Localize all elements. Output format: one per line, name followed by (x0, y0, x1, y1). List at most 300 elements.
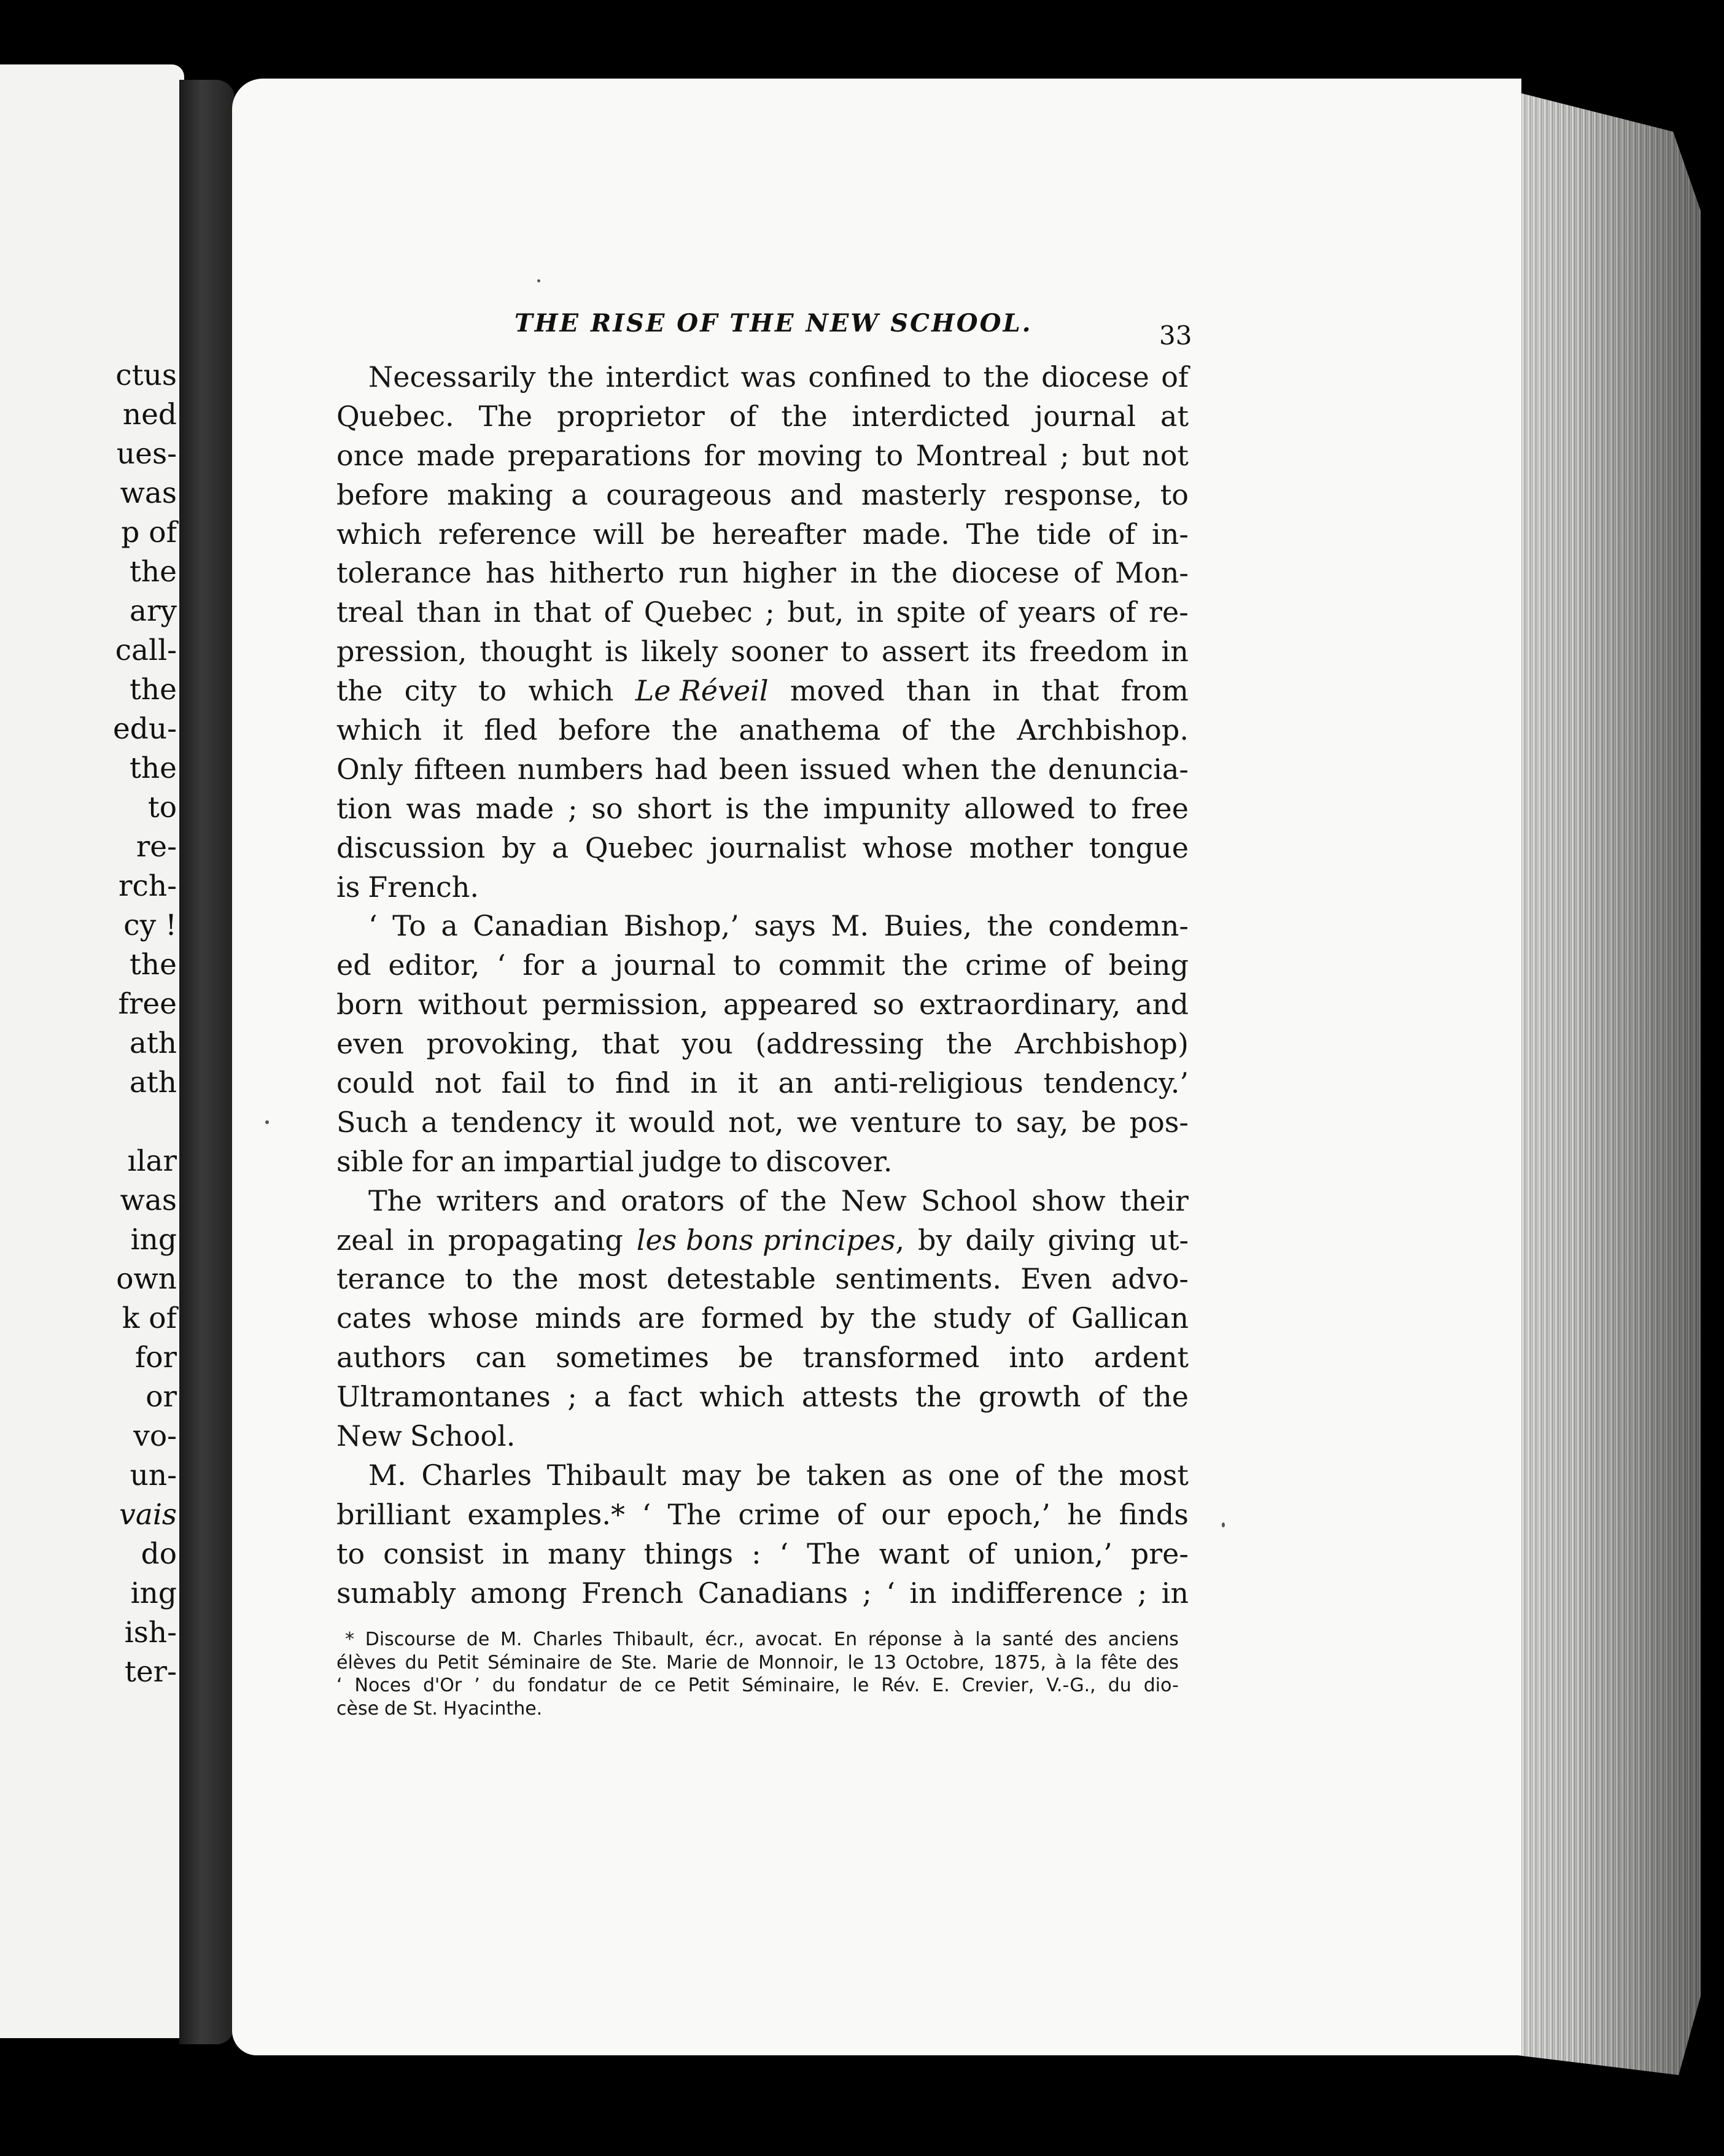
word: fled (484, 713, 538, 747)
word: Canadian (473, 909, 609, 943)
word: when (902, 752, 980, 786)
word: in (502, 1537, 529, 1570)
speck-mark (265, 1120, 269, 1124)
word: of (901, 713, 929, 747)
word: discussion (336, 831, 486, 864)
left-page (0, 64, 184, 2038)
word: du (492, 1675, 516, 1696)
word: ‘ (368, 909, 378, 943)
word: is (336, 870, 360, 904)
word: tongue (1089, 831, 1189, 864)
word: to (1089, 791, 1117, 825)
word: re- (1149, 595, 1189, 629)
word: of (1015, 1458, 1043, 1492)
word: impartial (503, 1144, 634, 1178)
word: Ste. (621, 1651, 658, 1673)
word: Noces (354, 1675, 411, 1696)
word: Only (336, 752, 403, 786)
word: Monnoir, (758, 1651, 839, 1673)
text-line (336, 358, 1189, 397)
word: : (751, 1537, 761, 1570)
word: a (441, 909, 458, 943)
word: ‘ (779, 1537, 789, 1570)
word: les bons principes, (636, 1223, 905, 1257)
word: so (591, 791, 623, 825)
word: journal (1034, 399, 1136, 433)
word: the (891, 556, 938, 590)
word: ardent (1093, 1341, 1189, 1375)
word: mother (969, 831, 1073, 864)
word: of (837, 1497, 864, 1531)
word: Such (336, 1105, 408, 1139)
word: formed (701, 1301, 804, 1335)
word: commit (778, 948, 885, 982)
word: so (872, 988, 904, 1022)
word: St. (413, 1697, 438, 1720)
page-number: 33 (1159, 320, 1192, 351)
word: The (966, 517, 1020, 551)
word: interdicted (852, 399, 1010, 433)
word: fête (1100, 1651, 1138, 1673)
word: years (1019, 595, 1097, 629)
word: the (949, 713, 996, 747)
left-page-fragment: or (146, 1380, 177, 1414)
word: le (847, 1651, 864, 1673)
word: will (592, 517, 645, 551)
text-line (336, 672, 1189, 711)
word: 13 (872, 1651, 897, 1673)
word: fondatur (527, 1675, 607, 1696)
word: is (725, 791, 750, 825)
word: anathema (739, 713, 881, 747)
word: and (1135, 988, 1189, 1022)
text-line (336, 1456, 1189, 1495)
word: The (667, 1497, 721, 1531)
word: de (466, 1629, 490, 1650)
word: la (1075, 1651, 1092, 1673)
word: the (780, 1184, 827, 1217)
word: freedom (1029, 635, 1149, 669)
word: to (840, 635, 869, 669)
word: pos- (1129, 1105, 1189, 1139)
word: santé (1002, 1629, 1054, 1650)
word: dio- (1143, 1675, 1179, 1696)
word: sentiments. (835, 1262, 1001, 1296)
footnote-line (336, 1628, 1179, 1651)
word: made (475, 791, 554, 825)
text-line (336, 711, 1189, 750)
word: pression, (336, 635, 467, 669)
word: detestable (666, 1262, 816, 1296)
word: of (968, 1537, 996, 1570)
word: of (1064, 948, 1092, 982)
word: to (974, 1105, 1003, 1139)
text-line (336, 476, 1189, 515)
word: giving (1047, 1223, 1136, 1257)
word: into (1009, 1341, 1065, 1375)
word: ; (1137, 1576, 1147, 1610)
left-page-fragment: vais (119, 1498, 177, 1532)
word: editor, (388, 948, 480, 982)
word: to (874, 438, 904, 472)
word: ; (765, 595, 775, 629)
word: élèves (336, 1651, 397, 1673)
word: growth (978, 1380, 1081, 1414)
word: by (917, 1223, 952, 1257)
word: de (619, 1675, 642, 1696)
word: its (981, 635, 1017, 669)
word: you (681, 1027, 733, 1061)
word: confined (808, 360, 931, 394)
word: ce (654, 1675, 676, 1696)
word: Séminaire, (742, 1675, 841, 1696)
word: tion (336, 791, 392, 825)
word: want (879, 1537, 950, 1570)
text-line (336, 946, 1189, 985)
word: finds (1119, 1497, 1189, 1531)
word: an (778, 1066, 813, 1100)
word: making (447, 478, 553, 511)
word: tide (1036, 517, 1092, 551)
word: the (946, 1027, 993, 1061)
left-page-fragment: p of (121, 516, 177, 549)
word: not (1142, 438, 1189, 472)
word: à (953, 1629, 965, 1650)
text-line (336, 1025, 1189, 1064)
word: we (796, 1105, 838, 1139)
word: of (1027, 1301, 1055, 1335)
text-line (336, 1103, 1189, 1142)
word: denuncia- (1047, 752, 1189, 786)
word: in (992, 674, 1020, 708)
word: masterly (861, 478, 986, 511)
word: the (547, 360, 594, 394)
word: to (729, 1144, 758, 1178)
word: our (881, 1497, 930, 1531)
word: which (336, 713, 422, 747)
word: V.-G., (1046, 1675, 1096, 1696)
word: be (1081, 1105, 1117, 1139)
left-page-fragment: ing (130, 1576, 177, 1610)
word: whose (428, 1301, 519, 1335)
left-page-fragment: was (120, 476, 177, 510)
word: treal (336, 595, 404, 629)
word: which (528, 674, 614, 708)
text-line (336, 632, 1189, 672)
word: born (336, 988, 403, 1022)
word: The (368, 1184, 422, 1217)
word: of (604, 595, 632, 629)
footnote-line (336, 1697, 1179, 1721)
word: of (739, 1184, 767, 1217)
word: before (336, 478, 429, 511)
word: by (820, 1301, 855, 1335)
word: say, (1015, 1105, 1069, 1139)
word: a (594, 1380, 611, 1414)
word: Quebec (643, 595, 753, 629)
body-text (336, 358, 1189, 1613)
word: he (1067, 1497, 1103, 1531)
word: brilliant (336, 1497, 451, 1531)
word: tolerance (336, 556, 472, 590)
word: can (475, 1341, 527, 1375)
word: it (737, 1066, 758, 1100)
word: in (690, 1066, 718, 1100)
word: Petit (437, 1651, 479, 1673)
word: Rév. (881, 1675, 920, 1696)
word: spite (896, 595, 966, 629)
left-page-fragment: k of (122, 1301, 177, 1335)
word: To (392, 909, 426, 943)
word: ; (1060, 438, 1070, 472)
word: Marie (666, 1651, 718, 1673)
word: d'Or (422, 1675, 462, 1696)
word: be (661, 517, 696, 551)
word: of (1098, 1380, 1125, 1414)
word: taken (806, 1458, 887, 1492)
word: Crevier, (961, 1675, 1035, 1696)
word: in (850, 556, 877, 590)
word: that (602, 1027, 660, 1061)
text-line (336, 515, 1189, 554)
word: the (915, 1380, 962, 1414)
word: but (1082, 438, 1130, 472)
word: des (1064, 1629, 1097, 1650)
word: avocat. (755, 1629, 823, 1650)
word: and (790, 478, 844, 511)
word: was (740, 360, 796, 394)
word: of (1108, 595, 1136, 629)
word: réponse (868, 1629, 942, 1650)
word: most (1119, 1458, 1189, 1492)
word: be (756, 1458, 791, 1492)
word: à (1055, 1651, 1066, 1673)
word: Octobre, (905, 1651, 985, 1673)
word: but, (787, 595, 844, 629)
word: de (589, 1651, 613, 1673)
word: made (416, 438, 495, 472)
left-page-fragment: ned (122, 398, 177, 432)
word: Gallican (1071, 1301, 1189, 1335)
word: minds (535, 1301, 622, 1335)
word: free (1131, 791, 1189, 825)
left-page-fragment: ues- (116, 437, 177, 471)
text-line (336, 750, 1189, 789)
word: find (615, 1066, 670, 1100)
word: (addressing (755, 1027, 924, 1061)
footnote-line (336, 1674, 1179, 1697)
word: allowed (964, 791, 1075, 825)
word: which (699, 1380, 785, 1414)
word: has (485, 556, 535, 590)
speck-mark (537, 279, 540, 282)
word: of (1161, 360, 1189, 394)
left-page-fragment: free (118, 987, 177, 1021)
word: hereafter (712, 517, 846, 551)
word: propagating (448, 1223, 623, 1257)
word: crime (738, 1497, 820, 1531)
word: in (1161, 1576, 1189, 1610)
word: advo- (1111, 1262, 1189, 1296)
word: examples.* (467, 1497, 626, 1531)
word: for (522, 948, 564, 982)
text-line (336, 1299, 1189, 1338)
word: School. (410, 1419, 516, 1453)
word: sooner (731, 635, 828, 669)
word: be (738, 1341, 774, 1375)
word: Charles (421, 1458, 532, 1492)
word: epoch,’ (946, 1497, 1050, 1531)
text-line (336, 1064, 1189, 1103)
word: New (841, 1184, 907, 1217)
word: M. (831, 909, 869, 943)
word: the (987, 909, 1033, 943)
word: for (704, 438, 745, 472)
word: as (901, 1458, 933, 1492)
word: Séminaire (487, 1651, 581, 1673)
word: M. (368, 1458, 406, 1492)
word: of (978, 595, 1006, 629)
word: ‘ (497, 948, 506, 982)
text-line (336, 1338, 1189, 1378)
word: proprietor (557, 399, 705, 433)
word: sometimes (556, 1341, 709, 1375)
left-page-fragment: the (130, 948, 177, 982)
word: Archbishop) (1014, 1027, 1189, 1061)
word: that (1041, 674, 1100, 708)
page-edges (1516, 92, 1701, 2075)
word: cates (336, 1301, 412, 1335)
word: and (553, 1184, 607, 1217)
word: Buies, (883, 909, 973, 943)
word: tendency (451, 1105, 583, 1139)
word: the (512, 1262, 559, 1296)
word: ; (568, 791, 578, 825)
word: Charles (533, 1629, 603, 1650)
text-line (336, 1574, 1189, 1613)
footnote (336, 1628, 1179, 1720)
word: Hyacinthe. (443, 1697, 543, 1720)
text-line (336, 868, 1189, 907)
word: permission, (542, 988, 709, 1022)
word: Discourse (365, 1629, 456, 1650)
word: discover. (766, 1144, 893, 1178)
word: not, (728, 1105, 784, 1139)
word: En (834, 1629, 858, 1650)
word: The (807, 1537, 861, 1570)
word: terance (336, 1262, 446, 1296)
word: Necessarily (368, 360, 536, 394)
word: not (434, 1066, 481, 1100)
left-page-text-fragments (17, 356, 177, 1692)
word: than (416, 595, 481, 629)
left-page-fragment: re- (136, 830, 177, 864)
word: E. (932, 1675, 950, 1696)
text-line (336, 985, 1189, 1025)
word: many (547, 1537, 626, 1570)
word: provoking, (426, 1027, 580, 1061)
word: response, (1004, 478, 1143, 511)
text-line (336, 1535, 1189, 1574)
text-line (336, 1260, 1189, 1299)
word: Le Réveil (635, 674, 769, 708)
word: was (406, 791, 462, 825)
left-page-fragment: un- (130, 1459, 177, 1492)
word: fifteen (414, 752, 507, 786)
word: to (732, 948, 761, 982)
word: * (345, 1629, 354, 1650)
word: to (464, 1262, 494, 1296)
word: ‘ (642, 1497, 651, 1531)
left-page-fragment: the (130, 751, 177, 785)
word: fail (501, 1066, 547, 1100)
word: the (672, 713, 718, 747)
word: it (595, 1105, 616, 1139)
footnote-line (336, 1651, 1179, 1675)
word: of (1108, 517, 1136, 551)
word: de (726, 1651, 750, 1673)
word: numbers (517, 752, 643, 786)
word: Montreal (915, 438, 1047, 472)
left-page-fragment: ter- (124, 1655, 177, 1689)
word: journalist (710, 831, 847, 864)
word: Archbishop. (1017, 713, 1189, 747)
word: it (443, 713, 464, 747)
word: the (781, 399, 828, 433)
left-page-fragment: own (116, 1262, 177, 1296)
word: ‘ (886, 1576, 895, 1610)
word: thought (480, 635, 592, 669)
word: le (852, 1675, 869, 1696)
word: likely (641, 635, 718, 669)
word: union,’ (1014, 1537, 1112, 1570)
word: run (678, 556, 729, 590)
word: is (605, 635, 629, 669)
word: moved (790, 674, 885, 708)
word: the (990, 752, 1037, 786)
left-page-fragment: ath (129, 1026, 177, 1060)
word: the (1057, 1458, 1104, 1492)
word: orators (621, 1184, 725, 1217)
text-line (336, 554, 1189, 593)
text-line (336, 829, 1189, 868)
word: Even (1020, 1262, 1092, 1296)
word: crime (965, 948, 1047, 982)
word: in (1161, 635, 1189, 669)
word: could (336, 1066, 415, 1100)
word: once (336, 438, 405, 472)
word: Quebec. (336, 399, 454, 433)
word: are (637, 1301, 685, 1335)
text-line (336, 1417, 1189, 1456)
word: to (336, 1537, 365, 1570)
word: Bishop,’ (623, 909, 739, 943)
word: Ultramontanes (336, 1380, 551, 1414)
word: The (478, 399, 533, 433)
word: interdict (605, 360, 729, 394)
word: reference (438, 517, 577, 551)
word: things (643, 1537, 734, 1570)
word: been (718, 752, 789, 786)
word: anciens (1108, 1629, 1179, 1650)
word: the (983, 360, 1030, 394)
running-head: THE RISE OF THE NEW SCHOOL. (514, 309, 1033, 338)
word: attests (801, 1380, 899, 1414)
word: du (405, 1651, 429, 1673)
word: ; (567, 1380, 577, 1414)
word: in (856, 595, 884, 629)
word: of (1073, 556, 1101, 590)
